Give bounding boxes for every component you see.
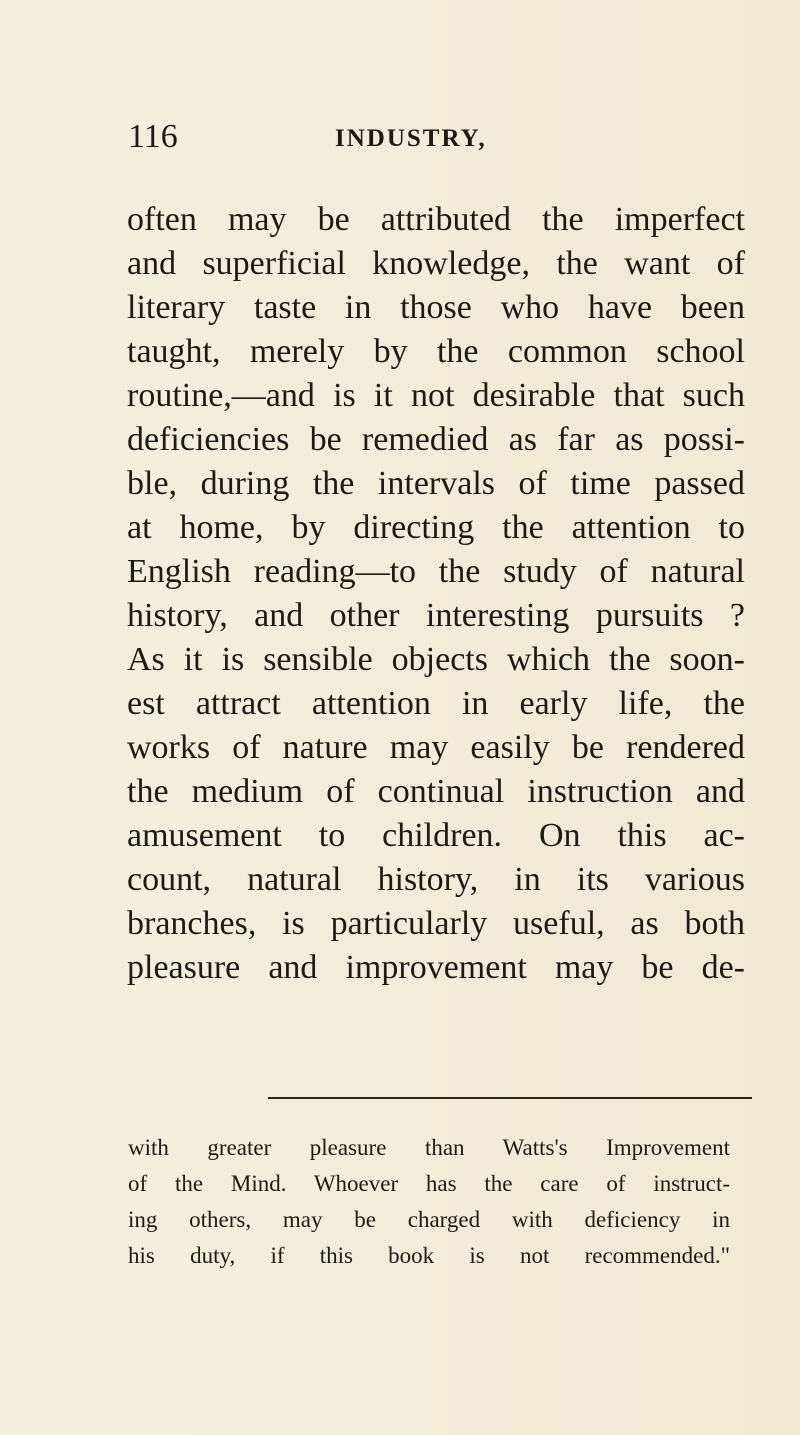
body-line: taught, merely by the common school xyxy=(127,333,745,370)
body-line: literary taste in those who have been xyxy=(127,289,745,326)
footnote-line: his duty, if this book is not recommended." xyxy=(128,1243,730,1268)
footnote-line: ing others, may be charged with deficiency in xyxy=(128,1207,730,1232)
page-number: 116 xyxy=(128,118,178,155)
body-line: ble, during the intervals of time passed xyxy=(127,465,745,502)
footnote-block xyxy=(128,1130,730,1274)
body-line: often may be attributed the imperfect xyxy=(127,201,745,238)
body-line: count, natural history, in its various xyxy=(127,861,745,898)
body-line: at home, by directing the attention to xyxy=(127,509,745,546)
body-line: works of nature may easily be rendered xyxy=(127,729,745,766)
body-line: pleasure and improvement may be de- xyxy=(127,949,745,986)
main-text-block xyxy=(127,198,745,990)
body-line: English reading—to the study of natural xyxy=(127,553,745,590)
footnote-line: with greater pleasure than Watts's Improvement xyxy=(128,1135,730,1160)
body-line: deficiencies be remedied as far as possi- xyxy=(127,421,745,458)
body-line: routine,—and is it not desirable that such xyxy=(127,377,745,414)
page-header xyxy=(128,118,728,166)
footnote-divider xyxy=(268,1097,752,1099)
body-line: est attract attention in early life, the xyxy=(127,685,745,722)
body-line: history, and other interesting pursuits ? xyxy=(127,597,745,634)
body-line: the medium of continual instruction and xyxy=(127,773,745,810)
running-head: INDUSTRY, xyxy=(335,125,487,152)
body-line: and superficial knowledge, the want of xyxy=(127,245,745,282)
body-line: branches, is particularly useful, as both xyxy=(127,905,745,942)
footnote-line: of the Mind. Whoever has the care of instruct- xyxy=(128,1171,730,1196)
body-line: As it is sensible objects which the soon- xyxy=(127,641,745,678)
body-line: amusement to children. On this ac- xyxy=(127,817,745,854)
